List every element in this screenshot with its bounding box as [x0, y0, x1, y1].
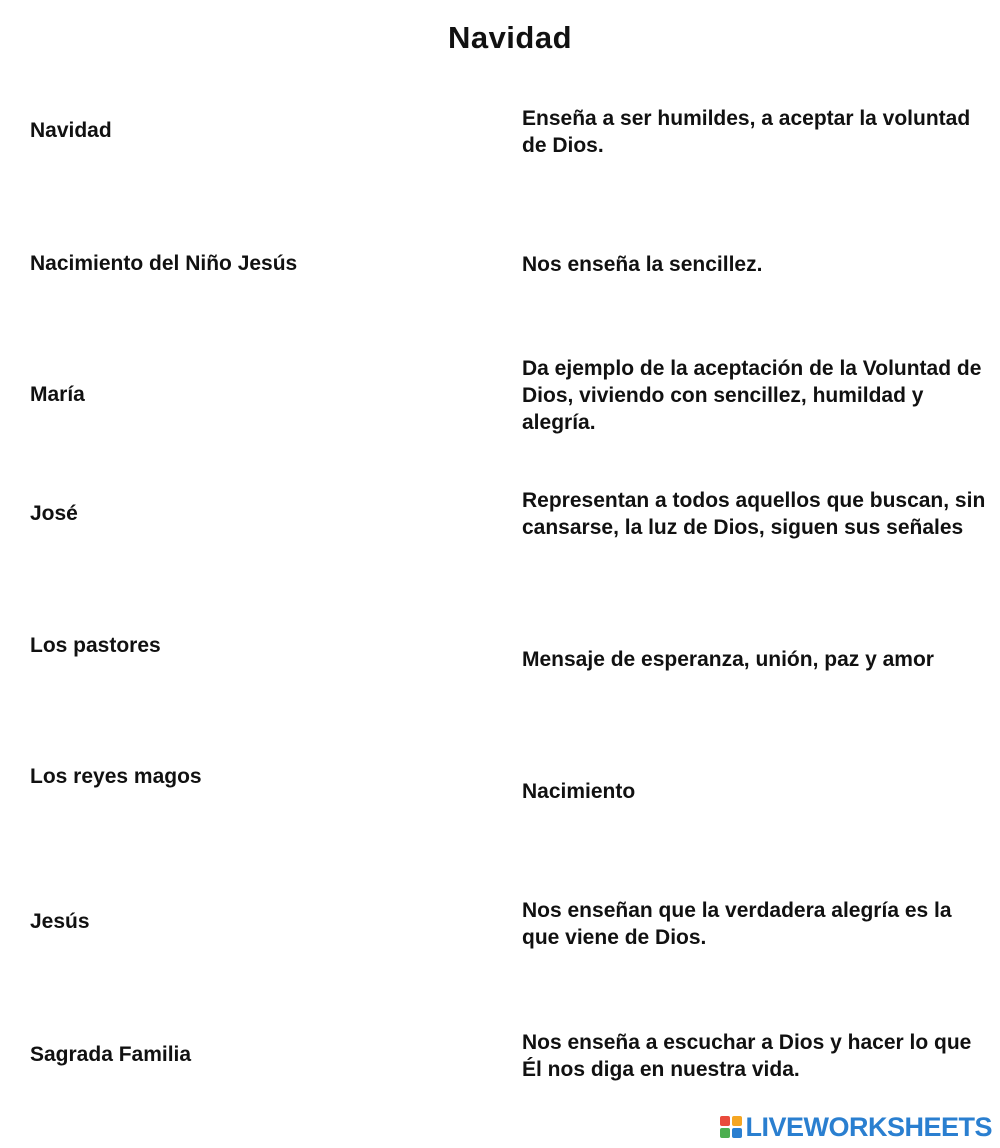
logo-square — [720, 1116, 730, 1126]
logo-text: LIVEWORKSHEETS — [745, 1111, 992, 1142]
definition-item[interactable]: Nacimiento — [522, 780, 636, 803]
term-item[interactable]: Jesús — [30, 910, 90, 933]
logo-square — [720, 1128, 730, 1138]
definition-item[interactable]: Nos enseñan que la verdadera alegría es la que viene de Dios. — [522, 899, 952, 949]
definition-item[interactable]: Nos enseña a escuchar a Dios y hacer lo que Él nos diga en nuestra vida. — [522, 1031, 972, 1081]
definition-item[interactable]: Nos enseña la sencillez. — [522, 253, 763, 276]
term-item[interactable]: Navidad — [30, 119, 112, 142]
term-item[interactable]: Los reyes magos — [30, 765, 202, 788]
logo-square — [732, 1128, 742, 1138]
term-item[interactable]: Sagrada Familia — [30, 1043, 192, 1066]
liveworksheets-logo — [720, 1110, 992, 1144]
term-item[interactable]: Nacimiento del Niño Jesús — [30, 252, 298, 275]
term-item[interactable]: María — [30, 383, 85, 406]
page-title: Navidad — [447, 20, 573, 55]
definition-item[interactable]: Enseña a ser humildes, a aceptar la voluntad de Dios. — [522, 107, 971, 157]
term-item[interactable]: José — [30, 502, 78, 525]
logo-square — [732, 1116, 742, 1126]
logo-squares-icon — [720, 1116, 742, 1138]
term-item[interactable]: Los pastores — [30, 634, 161, 657]
definition-item[interactable]: Da ejemplo de la aceptación de la Voluntad de Dios, viviendo con sencillez, humildad y alegría. — [522, 357, 982, 434]
definition-item[interactable]: Representan a todos aquellos que buscan, sin cansarse, la luz de Dios, siguen sus señales — [522, 489, 986, 539]
definition-item[interactable]: Mensaje de esperanza, unión, paz y amor — [522, 648, 934, 671]
